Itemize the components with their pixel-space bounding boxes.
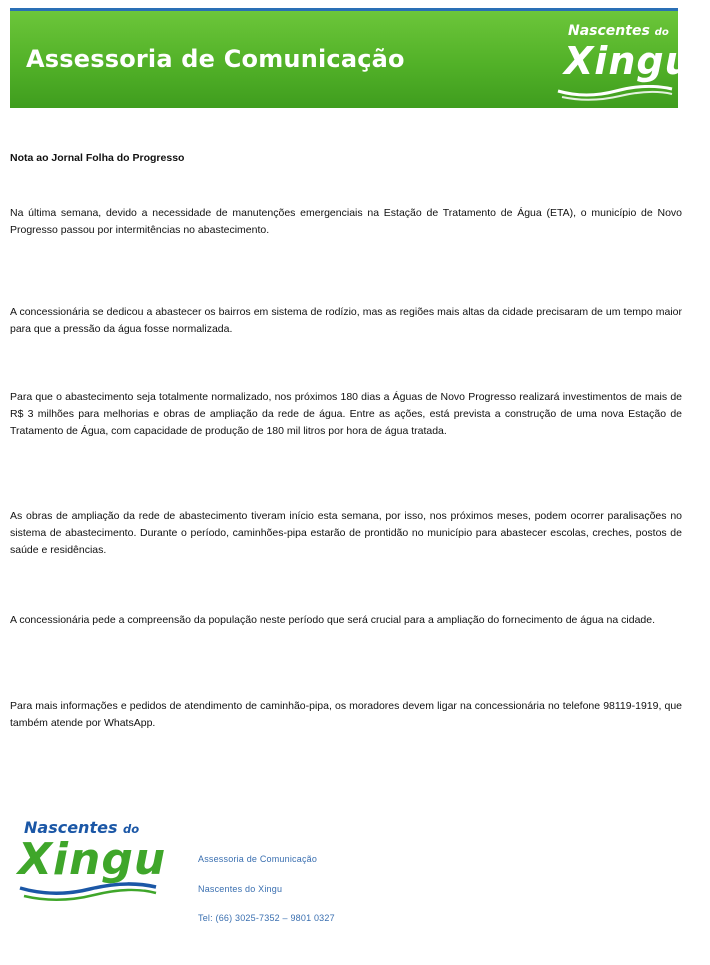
header-logo-top: [568, 23, 669, 39]
contact-department: Assessoria de Comunicação: [198, 854, 318, 864]
contact-phone: Tel: (66) 3025-7352 – 9801 0327: [198, 913, 335, 923]
header-title: Assessoria de Comunicação: [26, 45, 405, 73]
header-logo-do: do: [654, 27, 669, 38]
footer-logo-main: Xingu: [18, 834, 167, 885]
paragraph-5: A concessionária pede a compreensão da população neste período que será crucial para a ampliação do fornecimento de água na cidade.: [10, 614, 656, 626]
footer-logo-top-text: Nascentes: [24, 818, 118, 837]
paragraph-2: A concessionária se dedicou a abastecer os bairros em sistema de rodízio, mas as regiões mais altas da cidade precisaram de um tempo maior para que a pressão da água fosse normalizada.: [10, 306, 682, 335]
header-logo-main: Xingu: [564, 39, 693, 83]
paragraph-4: As obras de ampliação da rede de abastecimento tiveram início esta semana, por isso, nos próximos meses, podem ocorrer paralisações no sistema de abastecimento. Durante o período, caminhões-pipa estarão de prontidão no município para abastecer escolas, creches, postos de saúde e residências.: [10, 510, 682, 556]
contact-company: Nascentes do Xingu: [198, 884, 283, 894]
header-banner: [10, 8, 693, 108]
document-heading: Nota ao Jornal Folha do Progresso: [10, 152, 185, 164]
header-logo-top-text: Nascentes: [568, 23, 650, 39]
paragraph-1: Na última semana, devido a necessidade de manutenções emergenciais na Estação de Tratamento de Água (ETA), o município de Novo Progresso passou por intermitências no abastecimento.: [10, 207, 682, 236]
footer-logo-waves-icon: [18, 882, 158, 904]
footer-logo: [18, 818, 168, 908]
header-logo: [550, 23, 693, 103]
paragraph-3: Para que o abastecimento seja totalmente normalizado, nos próximos 180 dias a Águas de Novo Progresso realizará investimentos de mais de R$ 3 milhões para melhorias e obras de ampliação da rede de água. Entre as ações, está prevista a construção de uma nova Estação de Tratamento de Água, com capacidade de produção de 180 mil litros por hora de água tratada.: [10, 391, 682, 437]
footer-logo-do: do: [123, 822, 140, 836]
header-logo-waves-icon: [556, 85, 674, 101]
paragraph-6: Para mais informações e pedidos de atendimento de caminhão-pipa, os moradores devem ligar na concessionária no telefone 98119-1919, que também atende por WhatsApp.: [10, 700, 682, 729]
